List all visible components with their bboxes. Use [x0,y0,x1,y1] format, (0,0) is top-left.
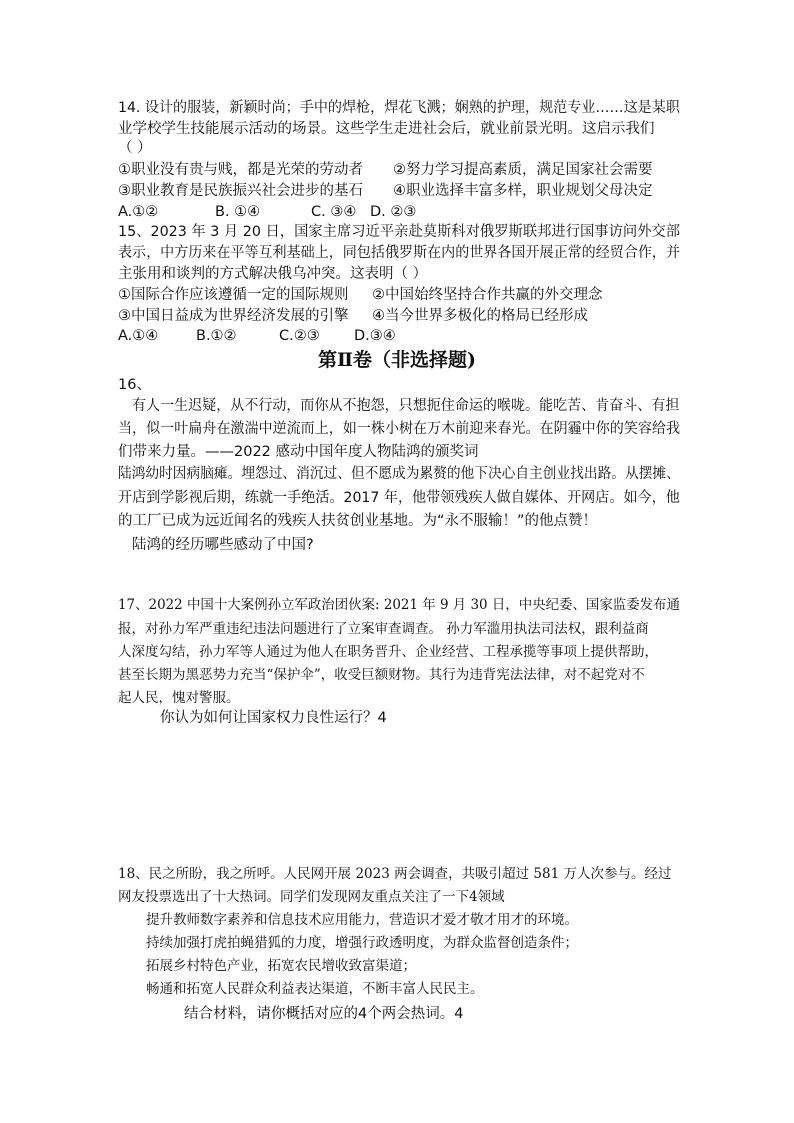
q16-line-2: 当，似一叶扁舟在激湍中逆流而上，如一株小树在万木前迎来春光。在阴霾中你的笑容给我 [118,421,681,437]
q16-line-6: 的工厂已成为远近闻名的残疾人扶贫创业基地。为“永不服输！”的他点赞！ [118,513,598,529]
q14-line-3: （ ） [118,140,152,156]
q17-line-4: 甚至长期为黑恶势力充当“保护伞”，收受巨额财物。其行为违背宪法法律，对不起党对不 [118,667,645,683]
q16-line-5: 开店到学影视后期，练就一手绝活。2017 年，他带领残疾人做自媒体、开网店。如今，他 [118,490,680,506]
q14-option-2: ②努力学习提高素质，满足国家社会需要 [393,162,653,178]
q14-option-4: ④职业选择丰富多样，职业规划父母决定 [393,183,653,199]
q14-choice-d: D. ②③ [370,204,417,220]
q16-line-4: 陆鸿幼时因病脑瘫。埋怨过、消沉过、但不愿成为累赘的他下决心自主创业找出路。从摆摊、 [118,466,680,482]
q17-question: 你认为如何让国家权力良性运行？4 [160,710,387,726]
q15-option-3: ③中国日益成为世界经济发展的引擎 [118,308,349,324]
q17-line-2: 报，对孙力军严重违纪违法问题进行了立案审查调查。 孙力军滥用执法司法权，跟利益商 [118,621,649,637]
q15-choice-b: B.①② [196,328,237,344]
q16-line-3: 们带来力量。——2022 感动中国年度人物陆鸿的颁奖词 [118,444,479,460]
q15-line-1: 15、2023 年 3 月 20 日，国家主席习近平亲赴莫斯科对俄罗斯联邦进行国事访问外交部 [118,224,681,240]
section-title: 第Ⅱ卷（非选择题) [317,349,476,371]
q17-line-5: 起人民，愧对警服。 [118,690,240,706]
q18-line-2: 网友投票选出了十大热词。同学们发现网友重点关注了一下4领域 [118,889,505,905]
q18-item-2: 持续加强打虎拍蝇猎狐的力度，增强行政透明度，为群众监督创造条件； [146,935,578,951]
q17-line-3: 人深度勾结，孙力军等人通过为他人在职务晋升、企业经营、工程承揽等事项上提供帮助， [118,644,658,660]
q16-question: 陆鸿的经历哪些感动了中国? [132,537,314,553]
q14-option-1: ①职业没有贵与贱，都是光荣的劳动者 [118,162,363,178]
q16-number: 16、 [118,377,151,393]
q14-option-3: ③职业教育是民族振兴社会进步的基石 [118,183,363,199]
q18-item-1: 提升教师数字素养和信息技术应用能力，营造识才爱才敬才用才的环境。 [146,912,578,928]
q15-option-1: ①国际合作应该遵循一定的国际规则 [118,287,349,303]
q14-line-1: 14. 设计的服装，新颖时尚；手中的焊枪，焊花飞溅；娴熟的护理，规范专业……这是某职 [118,100,680,116]
q18-question: 结合材料，请你概括对应的4个两会热词。4 [184,1006,464,1022]
q16-line-1: 有人一生迟疑，从不行动，而你从不抱怨，只想扼住命运的喉咙。能吃苦、肯奋斗、有担 [132,398,680,414]
q18-line-1: 18、民之所盼，我之所呼。人民网开展 2023 两会调查，共吸引超过 581 万人次参与。经过 [118,866,672,882]
q15-choice-d: D.③④ [354,328,396,344]
q18-item-3: 拓展乡村特色产业，拓宽农民增收致富渠道； [146,958,416,974]
q15-option-2: ②中国始终坚持合作共赢的外交理念 [372,287,603,303]
q14-choice-a: A.①② [118,204,159,220]
q14-line-2: 业学校学生技能展示活动的场景。这些学生走进社会后，就业前景光明。这启示我们 [118,121,655,137]
q15-line-3: 主张用和谈判的方式解决俄乌冲突。这表明（ ） [118,266,428,282]
q15-choice-a: A.①④ [118,328,159,344]
q15-option-4: ④当今世界多极化的格局已经形成 [372,308,588,324]
q14-choice-c: C. ③④ [311,204,357,220]
q17-line-1: 17、2022 中国十大案例孙立军政治团伙案: 2021 年 9 月 30 日，中央纪委、国家监委发布通 [118,597,680,613]
q15-line-2: 表示，中方历来在平等互利基础上，同包括俄罗斯在内的世界各国开展正常的经贸合作，并 [118,245,681,261]
q18-item-4: 畅通和拓宽人民群众利益表达渠道，不断丰富人民民主。 [146,981,484,997]
q14-choice-b: B. ①④ [215,204,261,220]
q15-choice-c: C.②③ [279,328,320,344]
